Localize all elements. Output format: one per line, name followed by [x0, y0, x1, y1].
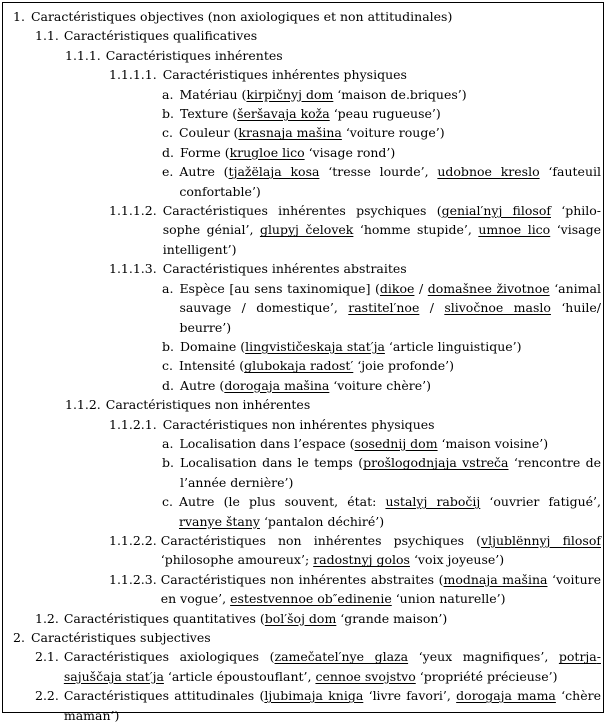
entry-text-segment: Localisation dans l’espace (: [179, 435, 355, 451]
entry-number: 1.2.: [35, 610, 59, 626]
entry-number: 2.: [13, 630, 25, 645]
russian-example: šeršavaja koža: [237, 106, 330, 122]
entry-number: 1.: [13, 9, 25, 24]
entry-text-segment: ‘tresse lourde’,: [319, 164, 438, 180]
entry-text-segment: Forme (: [179, 144, 230, 160]
entry-number: a.: [162, 435, 174, 451]
entry-number: 1.1.: [35, 28, 59, 44]
entry-text-segment: Caractéristiques attitudinales (: [63, 688, 265, 704]
outline-entry: [13, 26, 601, 45]
entry-number: d.: [162, 144, 174, 160]
entry-text-segment: ‘chère maman’): [63, 688, 601, 723]
entry-number: c.: [162, 358, 173, 374]
entry-text-segment: Autre (: [179, 377, 225, 393]
entry-text: [179, 279, 601, 337]
entry-text: [64, 686, 601, 725]
entry-text: [163, 259, 601, 278]
entry-text-segment: Localisation dans le temps (: [179, 455, 364, 471]
entry-text-segment: Caractéristiques non inhérentes psychiques (: [160, 532, 482, 548]
entry-text: [180, 376, 601, 395]
entry-text: [179, 162, 601, 201]
outline-entry: [13, 337, 601, 356]
entry-text-segment: Autre (: [179, 164, 229, 180]
outline-entry: [13, 492, 601, 531]
entry-text-segment: ‘maison de.briques’): [333, 86, 467, 102]
entry-text-segment: ‘article linguistique’): [384, 338, 522, 354]
entry-number: a.: [162, 86, 174, 102]
russian-example: umnoe lico: [478, 222, 551, 238]
entry-text-segment: Caractéristiques inhérentes abstraites: [162, 261, 407, 277]
russian-example: sosednij dom: [354, 435, 438, 451]
entry-text: [163, 201, 601, 259]
outline-entry: [13, 259, 601, 278]
entry-text-segment: ‘voiture en vogue’,: [160, 571, 602, 607]
outline-entry: [13, 395, 601, 414]
outline-entry: [13, 415, 601, 434]
entry-text-segment: ‘peau rugueuse’): [329, 106, 441, 122]
entry-number: b.: [162, 338, 174, 354]
entry-text: [180, 104, 601, 123]
entry-text: [179, 85, 601, 104]
entry-text-segment: Caractéristiques inhérentes physiques: [162, 67, 407, 83]
outline-entry: [13, 531, 601, 570]
entry-text-segment: ‘huile/ beurre’): [179, 300, 601, 335]
entry-text: [180, 337, 601, 356]
entry-number: 1.1.2.2.: [109, 532, 157, 548]
entry-text-segment: Caractéristiques inhérentes psychiques (: [162, 203, 442, 219]
entry-text-segment: Caractéristiques non inhérentes: [105, 397, 311, 413]
entry-text: [180, 143, 601, 162]
russian-example: bol′šoj dom: [264, 610, 337, 626]
outline-entry: [13, 686, 601, 725]
russian-example: ljubimaja kniga: [264, 688, 364, 704]
russian-example: dorogaja mašina: [224, 377, 330, 393]
entry-text-segment: Caractéristiques axiologiques (: [63, 649, 275, 665]
russian-example: radostnyj golos: [313, 552, 410, 568]
russian-example: glubokaja radost′: [244, 358, 354, 374]
entry-text-segment: /: [419, 300, 445, 316]
russian-example: prošlogodnjaja vstreča: [363, 455, 509, 471]
outline-entry: [13, 376, 601, 395]
russian-example: kirpičnyj dom: [246, 86, 334, 102]
russian-example: modnaja mašina: [443, 571, 548, 587]
russian-example: zamečatel′nye glaza: [274, 649, 409, 665]
entry-text-segment: ‘philosophe amoureux’;: [160, 552, 314, 568]
entry-text-segment: ‘pantalon déchiré’): [259, 513, 385, 529]
outline-entry: [13, 85, 601, 104]
entry-text-segment: ‘propriété précieuse’): [415, 668, 558, 684]
entry-text-segment: Couleur (: [178, 125, 239, 141]
entry-number: b.: [162, 106, 174, 122]
russian-example: potrjasajuščaja stat′ja: [63, 649, 601, 684]
russian-example: krugloe lico: [229, 144, 305, 160]
entry-text-segment: ‘livre favori’,: [363, 688, 457, 704]
entry-text-segment: Matériau (: [179, 86, 247, 102]
entry-text: [179, 434, 601, 453]
russian-example: udobnoe kreslo: [437, 164, 540, 180]
entry-text-segment: ‘homme stupide’,: [353, 222, 479, 238]
russian-example: cennoe svojstvo: [315, 668, 416, 684]
russian-example: genial′nyj filosof: [441, 203, 551, 219]
entry-text: [179, 492, 601, 531]
entry-number: 2.2.: [35, 688, 59, 704]
entry-number: e.: [162, 164, 174, 180]
outline-entry: [13, 7, 601, 26]
outline-entry: [13, 570, 601, 609]
entry-text-segment: Domaine (: [179, 338, 246, 354]
entry-text-segment: Intensité (: [178, 358, 245, 374]
entry-text: [31, 628, 601, 647]
russian-example: krasnaja mašina: [238, 125, 342, 141]
entry-number: c.: [162, 494, 173, 510]
entry-text: [64, 26, 601, 45]
russian-example: rvanye štany: [178, 513, 260, 529]
outline-entry: [13, 628, 601, 647]
russian-example: slivočnoe maslo: [444, 300, 551, 316]
russian-example: lingvističeskaja stat′ja: [245, 338, 385, 354]
russian-example: domašnee životnoe: [427, 280, 550, 296]
entry-text-segment: ‘voiture rouge’): [341, 125, 445, 141]
classification-list: [13, 7, 601, 725]
russian-example: rastitel′noe: [348, 300, 420, 316]
entry-number: 1.1.1.1.: [109, 67, 157, 83]
entry-number: c.: [162, 125, 173, 141]
entry-text: [161, 531, 601, 570]
entry-text-segment: Caractéristiques subjectives: [30, 630, 211, 645]
entry-text-segment: Caractéristiques non inhérentes abstraites (: [160, 571, 444, 587]
entry-text: [106, 46, 601, 65]
entry-number: 1.1.2.: [65, 397, 101, 413]
entry-text-segment: /: [414, 280, 428, 296]
outline-entry: [13, 609, 601, 628]
outline-entry: [13, 279, 601, 337]
entry-number: a.: [162, 280, 174, 296]
russian-example: dorogaja mama: [456, 688, 556, 704]
entry-text-segment: ‘article époustouflant’,: [163, 668, 316, 684]
outline-entry: [13, 46, 601, 65]
outline-entry: [13, 647, 601, 686]
outline-entry: [13, 162, 601, 201]
outline-entry: [13, 201, 601, 259]
entry-text: [163, 65, 601, 84]
entry-text-segment: ‘grande maison’): [336, 610, 448, 626]
entry-text-segment: ‘yeux magnifiques’,: [408, 649, 559, 665]
entry-text-segment: ‘joie profonde’): [353, 358, 454, 374]
entry-text-segment: ‘union naturelle’): [391, 591, 506, 607]
outline-entry: [13, 104, 601, 123]
entry-number: 1.1.1.3.: [109, 261, 157, 277]
entry-number: 2.1.: [35, 649, 59, 665]
russian-example: ustalyj rabočij: [385, 494, 481, 510]
entry-text-segment: Caractéristiques non inhérentes physiques: [162, 416, 435, 432]
entry-text: [180, 453, 601, 492]
entry-text: [179, 356, 601, 375]
entry-text-segment: Espèce [au sens taxinomique] (: [179, 280, 380, 296]
russian-example: tjažëlaja kosa: [228, 164, 320, 180]
entry-text: [31, 7, 601, 26]
outline-entry: [13, 356, 601, 375]
entry-text: [163, 415, 601, 434]
entry-number: d.: [162, 377, 174, 393]
outline-entry: [13, 453, 601, 492]
entry-text-segment: ‘animal sauvage / domestique’,: [179, 280, 601, 316]
entry-number: 1.1.2.3.: [109, 571, 157, 587]
entry-text-segment: ‘rencontre de l’année dernière’): [179, 455, 602, 490]
russian-example: estestvennoe ob″edinenie: [230, 591, 392, 607]
entry-text-segment: ‘philosophe génial’,: [162, 203, 601, 238]
entry-text-segment: Caractéristiques inhérentes: [105, 47, 283, 63]
outline-entry: [13, 434, 601, 453]
entry-text-segment: ‘ouvrier fatigué’,: [480, 494, 602, 510]
entry-number: b.: [162, 455, 174, 471]
entry-text-segment: ‘voix joyeuse’): [409, 552, 505, 568]
entry-text-segment: Caractéristiques qualificatives: [63, 28, 258, 44]
entry-text-segment: Texture (: [179, 106, 238, 122]
entry-text: [64, 609, 601, 628]
entry-number: 1.1.1.: [65, 47, 101, 63]
entry-text-segment: ‘visage rond’): [304, 144, 396, 160]
entry-text-segment: Autre (le plus souvent, état:: [178, 494, 386, 510]
entry-text-segment: ‘fauteuil confortable’): [179, 164, 601, 199]
russian-example: vljublënnyj filosof: [481, 532, 601, 548]
entry-text-segment: ‘maison voisine’): [437, 435, 549, 451]
outline-entry: [13, 65, 601, 84]
russian-example: glupyj čelovek: [259, 222, 354, 238]
entry-text-segment: ‘voiture chère’): [329, 377, 431, 393]
entry-text: [106, 395, 601, 414]
outline-entry: [13, 143, 601, 162]
entry-text: [161, 570, 601, 609]
entry-text-segment: Caractéristiques quantitatives (: [63, 610, 265, 626]
outline-entry: [13, 123, 601, 142]
entry-number: 1.1.1.2.: [109, 203, 157, 219]
entry-text-segment: Caractéristiques objectives (non axiologiques et non attitudinales): [30, 9, 453, 24]
entry-text: [64, 647, 601, 686]
entry-text: [179, 123, 601, 142]
entry-number: 1.1.2.1.: [109, 416, 157, 432]
entry-text-segment: ‘visage intelligent’): [162, 222, 602, 257]
russian-example: dikoe: [379, 280, 415, 296]
classification-frame: [2, 2, 604, 723]
